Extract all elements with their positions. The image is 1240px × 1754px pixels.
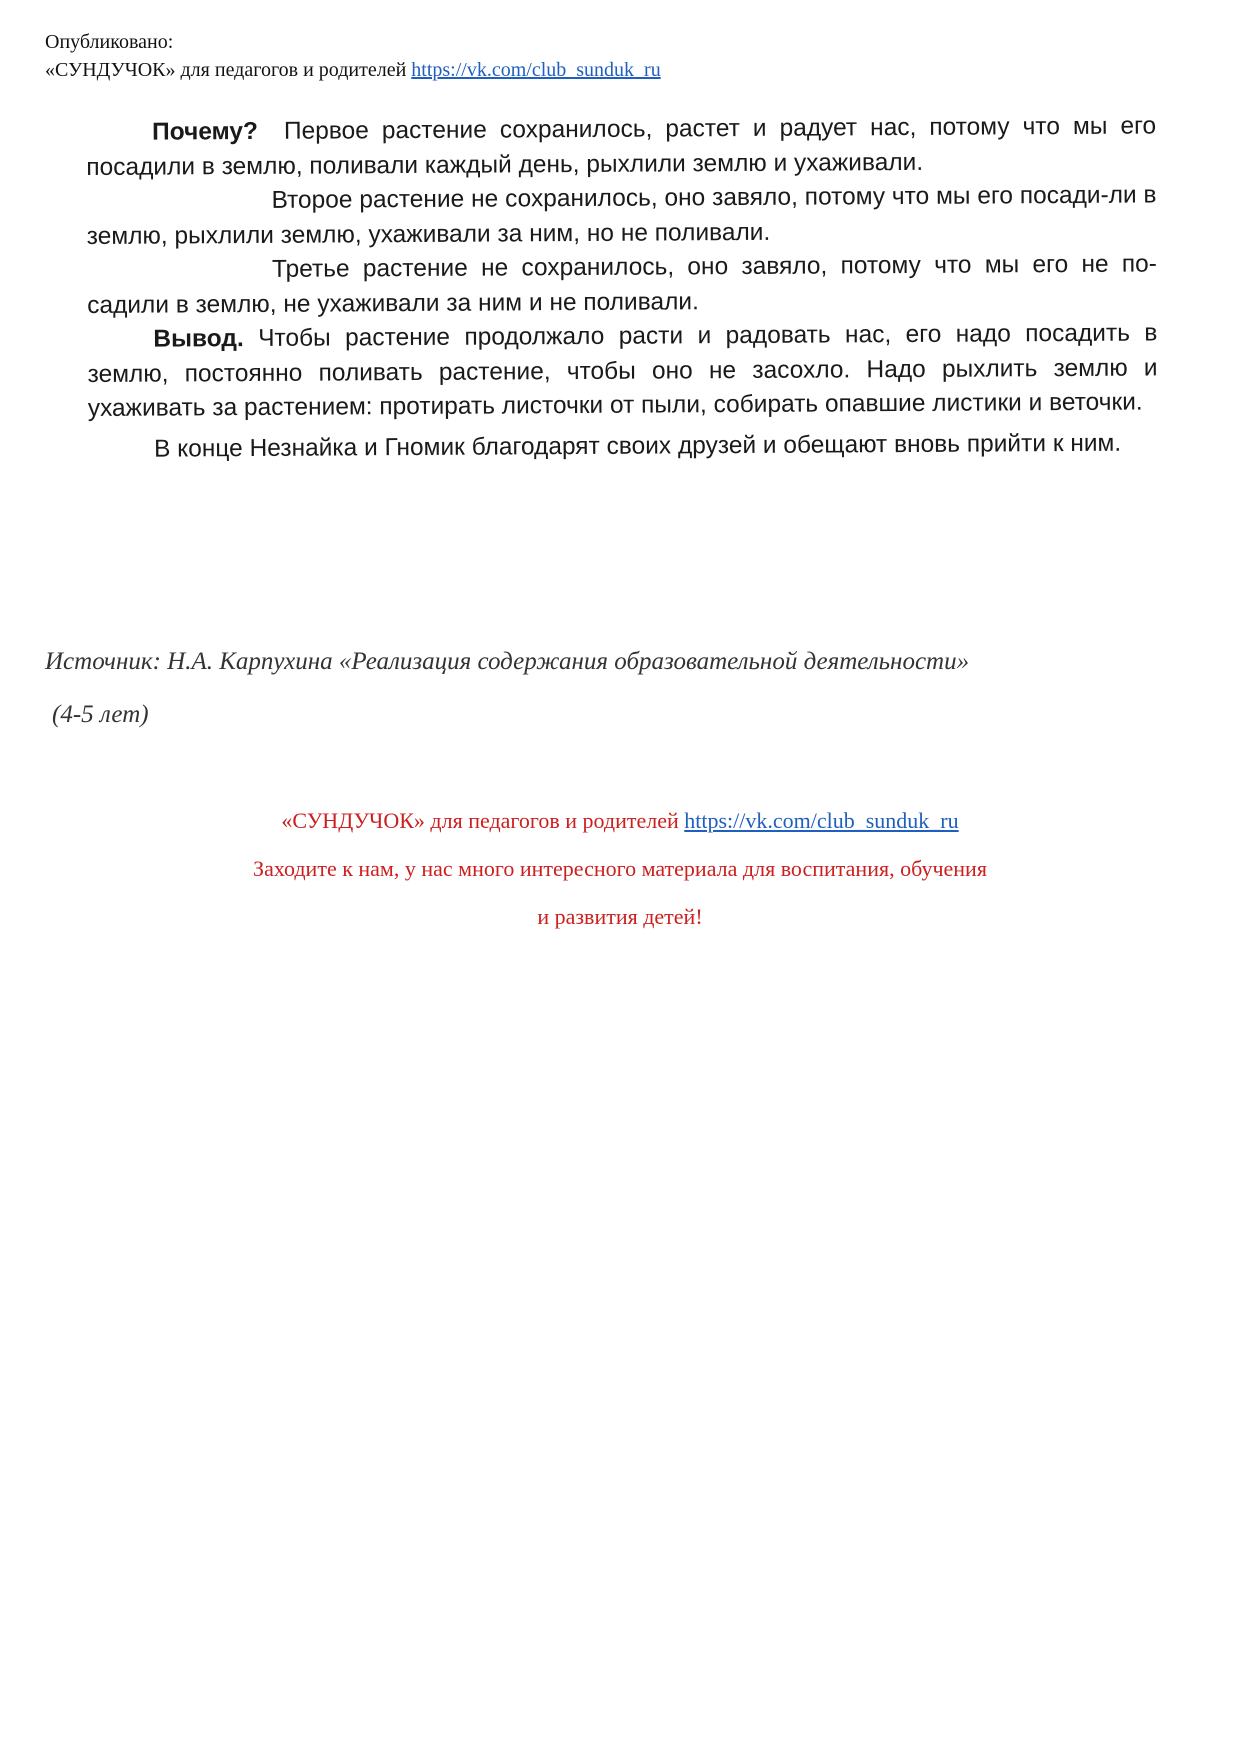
header-club-link[interactable]: https://vk.com/club_sunduk_ru	[411, 59, 661, 81]
published-label: Опубликовано:	[45, 31, 174, 53]
why-label: Почему?	[152, 117, 259, 146]
scanned-text-block	[86, 109, 1158, 467]
source-citation	[45, 643, 969, 734]
paragraph-third-plant	[87, 247, 1157, 323]
footer-club-line	[0, 797, 1240, 845]
source-age-range: (4-5 лет)	[52, 701, 149, 728]
conclusion-text: Чтобы растение продолжало расти и радовать нас, его надо посадить в землю, постоянно поливать растение, чтобы оно не засохло. Надо рыхлить землю и ухаживать за растением: протирать листочки от пыли, собирать опавшие листики и веточки.	[87, 319, 1158, 422]
footer-promo	[0, 797, 1240, 941]
published-header	[45, 28, 661, 84]
second-plant-text: Второе растение не сохранилось, оно завяло, потому что мы его посади-ли в землю, рыхлили землю, ухаживали за ним, но не поливали.	[86, 181, 1157, 250]
why-text: Первое растение сохранилось, растет и радует нас, потому что мы его посадили в землю, поливали каждый день, рыхлили землю и ухаживали.	[86, 112, 1157, 181]
footer-invite-line-1: Заходите к нам, у нас много интересного материала для воспитания, обучения	[253, 856, 987, 881]
conclusion-label: Вывод.	[153, 325, 244, 353]
source-title: Источник: Н.А. Карпухина «Реализация содержания образовательной деятельности»	[45, 648, 970, 675]
footer-invite-line-2: и развития детей!	[537, 904, 703, 929]
third-plant-text: Третье растение не сохранилось, оно завяло, потому что мы его не по-садили в землю, не ухаживали за ним и не поливали.	[87, 250, 1158, 319]
footer-club-link[interactable]: https://vk.com/club_sunduk_ru	[684, 808, 959, 833]
paragraph-why	[86, 109, 1156, 185]
header-club-text: «СУНДУЧОК» для педагогов и родителей	[45, 59, 407, 81]
paragraph-conclusion	[87, 316, 1158, 426]
footer-club-text: «СУНДУЧОК» для педагогов и родителей	[281, 808, 679, 833]
paragraph-ending	[88, 426, 1158, 467]
ending-text: В конце Незнайка и Гномик благодарят своих друзей и обещают вновь прийти к ним.	[153, 429, 1122, 463]
header-club-line	[45, 56, 661, 84]
paragraph-second-plant	[86, 178, 1156, 254]
